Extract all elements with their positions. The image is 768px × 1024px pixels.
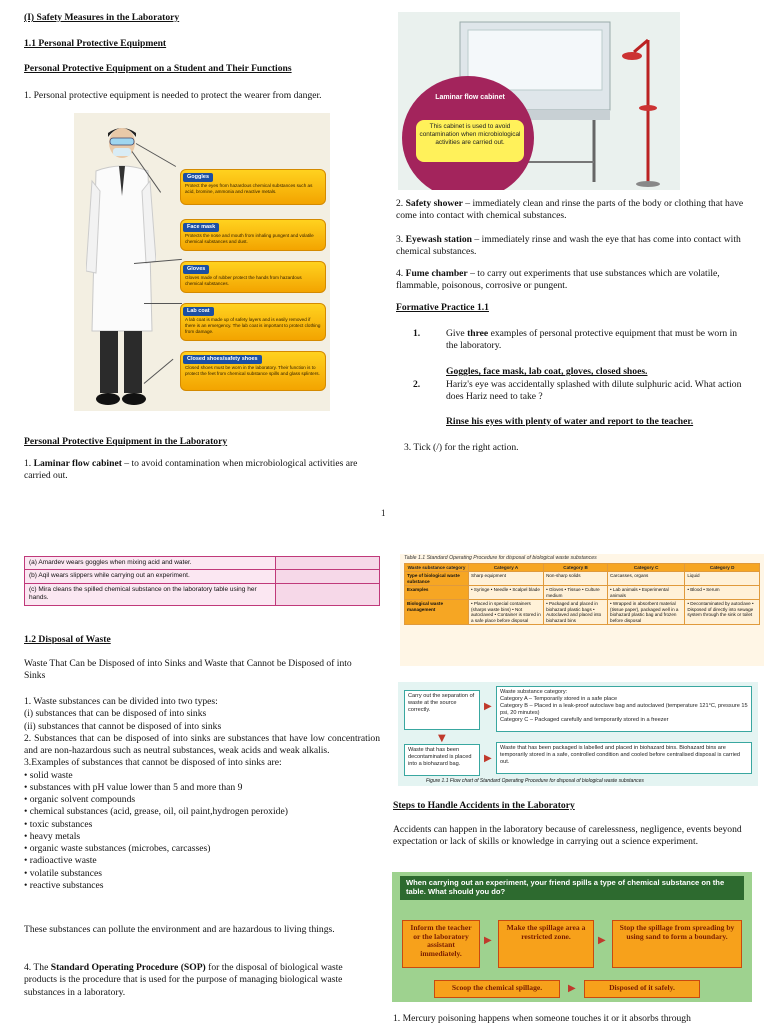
callout-lab-coat-text: A lab coat is made up of safety layers and is easily removed if there is an emergency. The lab coat is important to protect clothing from damage. [185, 317, 321, 334]
page-separator [0, 532, 768, 546]
table-cell: Examples [405, 586, 469, 600]
cabinet-callout [402, 76, 534, 190]
table-cell: Biological waste management [405, 600, 469, 625]
disposal-p5-post: for the disposal of biological waste products is the procedure that is used for the purpose of managing biological waste substances in a laboratory. [24, 962, 343, 998]
question-1-number: 1. [413, 328, 421, 339]
tick-row-text: (a) Amardev wears goggles when mixing acid and water. [25, 557, 276, 570]
tick-row [25, 583, 380, 605]
bullet-item: • organic solvent compounds [24, 794, 136, 806]
table-cell: Liquid [685, 572, 760, 586]
tick-row-text: (b) Aqil wears slippers while carrying out an experiment. [25, 570, 276, 583]
callout-gloves-title: Gloves [183, 265, 209, 274]
table-header: Category B [544, 563, 608, 572]
table-header: Category C [608, 563, 685, 572]
figure-laminar-flow-cabinet [398, 12, 680, 190]
step-restricted-zone: Make the spillage area a restricted zone. [498, 920, 594, 968]
callout-goggles-title: Goggles [183, 173, 213, 182]
disposal-p3: 3.Examples of substances that cannot be disposed of into sinks are: [24, 757, 282, 769]
lab-item-label: Eyewash station [405, 234, 472, 245]
heading-ppe: 1.1 Personal Protective Equipment [24, 38, 167, 49]
answer-1: Goggles, face mask, lab coat, gloves, closed shoes. [446, 366, 648, 377]
tick-box[interactable] [276, 557, 380, 570]
question-1-post: examples of personal protective equipment that must be worn in the laboratory. [446, 328, 738, 352]
arrow-right-icon: ▶ [484, 753, 492, 764]
bullet-item: • reactive substances [24, 879, 104, 891]
table-cell: • Placed in special containers (sharps waste bins) • Not autoclaved • Container is stored in a safe place before disposal [469, 600, 544, 625]
disposal-p5 [24, 962, 374, 999]
bullet-item: • volatile substances [24, 867, 102, 879]
table-cell: • Blood • Serum [685, 586, 760, 600]
callout-closed-shoes [180, 351, 326, 391]
disposal-p1: 1. Waste substances can be divided into two types: [24, 696, 218, 707]
table-cell: • Lab animals • Experimental animals [608, 586, 685, 600]
question-1-pre: Give [446, 328, 468, 339]
page-number: 1 [381, 508, 386, 518]
tick-table [24, 556, 380, 606]
callout-lab-coat-title: Lab coat [183, 307, 214, 316]
tick-box[interactable] [276, 583, 380, 605]
table-cell: • Gloves • Tissue • Culture medium [544, 586, 608, 600]
flow-categories-title: Waste substance category: [500, 689, 568, 695]
disposal-p4: These substances can pollute the environment and are hazardous to living things. [24, 924, 335, 935]
question-1-bold: three [467, 328, 489, 339]
leader-line [144, 303, 182, 304]
flow-category-b: Category B – Placed in a leak-proof autoclave bag and autoclaved (temperature 121°C, pressure 15 psi, 20 minutes) [500, 702, 748, 716]
disposal-p5-bold: Standard Operating Procedure (SOP) [50, 962, 206, 973]
question-2-number: 2. [413, 379, 421, 390]
callout-closed-shoes-title: Closed shoes/safety shoes [183, 355, 262, 364]
callout-goggles-text: Protect the eyes from hazardous chemical substances such as acid, bromine, ammonia and reactive metals. [185, 183, 313, 194]
callout-gloves [180, 261, 326, 293]
bullet-item: • radioactive waste [24, 855, 97, 867]
flow-box-decontaminated: Waste that has been decontaminated is placed into a biohazard bag. [404, 744, 480, 776]
bullet-item: • substances with pH value lower than 5 and more than 9 [24, 781, 243, 793]
bullet-item: • chemical substances (acid, grease, oil, oil paint,hydrogen peroxide) [24, 806, 288, 818]
flow-chart-caption: Figure 1.1 Flow chart of Standard Operating Procedure for disposal of biological waste substances [426, 778, 644, 784]
callout-face-mask [180, 219, 326, 251]
lab-item-label: Fume chamber [405, 268, 468, 279]
question-1 [446, 328, 746, 353]
callout-face-mask-text: Protects the nose and mouth from inhaling pungent and volatile chemical substances and dust. [185, 233, 314, 244]
disposal-p5-pre: 4. The [24, 962, 51, 973]
step-scoop-spillage: Scoop the chemical spillage. [434, 980, 560, 998]
heading-formative-practice: Formative Practice 1.1 [396, 302, 489, 313]
arrow-right-icon: ▶ [598, 935, 606, 946]
heading-safety-measures: (I) Safety Measures in the Laboratory [24, 12, 180, 23]
lab-item-laminar-flow [24, 458, 364, 483]
lab-item-prefix: 4. [396, 268, 406, 279]
table-cell: Sharp equipment [469, 572, 544, 586]
lab-item-fume-chamber [396, 268, 746, 293]
step-dispose-safely: Disposed of it safely. [584, 980, 700, 998]
table-header-row [405, 563, 760, 572]
accidents-paragraph: Accidents can happen in the laboratory because of carelessness, negligence, events beyond expectation or lack of skills or knowledge in carrying out a science experiment. [393, 824, 742, 848]
step-inform-teacher: Inform the teacher or the laboratory assistant immediately. [402, 920, 480, 968]
cabinet-callout-note: This cabinet is used to avoid contamination when microbiological activities are carried out. [416, 120, 524, 162]
disposal-p1b: (ii) substances that cannot be disposed of into sinks [24, 720, 222, 732]
table-row [405, 600, 760, 625]
heading-steps-accidents: Steps to Handle Accidents in the Laboratory [393, 800, 575, 811]
arrow-right-icon: ▶ [484, 935, 492, 946]
lab-item-text: – immediately rinse and wash the eye that has come into contact with chemical substances. [396, 234, 741, 258]
question-2: Hariz's eye was accidentally splashed with dilute sulphuric acid. What action does Hariz need to take ? [446, 379, 742, 403]
table-header: Waste substance category [405, 563, 469, 572]
lab-item-safety-shower [396, 198, 746, 223]
tick-row [25, 570, 380, 583]
heading-ppe-in-lab: Personal Protective Equipment in the Laboratory [24, 436, 228, 447]
paragraph-ppe-intro: 1. Personal protective equipment is needed to protect the wearer from danger. [24, 90, 322, 101]
bullet-item: • organic waste substances (microbes, carcasses) [24, 843, 211, 855]
flow-box-biohazard-bins: Waste that has been packaged is labelled and placed in biohazard bins. Biohazard bins are temporarily stored in a safe, controlled condition and cooled before centralised disposal is carried out. [496, 742, 752, 774]
arrow-right-icon: ▶ [568, 983, 576, 994]
lab-item-text: – immediately clean and rinse the parts of the body or clothing that have come into contact with chemical substances. [396, 198, 744, 222]
arrow-down-icon: ▼ [438, 733, 446, 744]
flow-box-separation: Carry out the separation of waste at the source correctly. [404, 690, 480, 730]
cabinet-callout-title: Laminar flow cabinet [435, 94, 505, 101]
heading-ppe-on-student: Personal Protective Equipment on a Student and Their Functions [24, 63, 292, 74]
bullet-item: • heavy metals [24, 830, 81, 842]
lab-item-prefix: 3. [396, 234, 406, 245]
student-illustration [86, 121, 156, 406]
tick-box[interactable] [276, 570, 380, 583]
table-cell: • Packaged and placed in biohazard plastic bags • Autoclaved and placed into biohazard bins [544, 600, 608, 625]
table-cell: • Wrapped in absorbent material (tissue paper), packaged well in a biohazard plastic bag and frozen before disposal [608, 600, 685, 625]
disposal-p1a: (i) substances that can be disposed of into sinks [24, 708, 207, 720]
bullet-item: • solid waste [24, 769, 73, 781]
table-row [405, 572, 760, 586]
table-cell: Carcasses, organs [608, 572, 685, 586]
callout-lab-coat [180, 303, 326, 341]
flow-category-a: Category A – Temporarily stored in a safe place [500, 695, 618, 702]
table-header: Category A [469, 563, 544, 572]
question-3: 3. Tick (/) for the right action. [404, 442, 519, 453]
flow-category-c: Category C – Packaged carefully and temporarily stored in a freezer [500, 716, 669, 723]
disposal-p2: 2. Substances that can be disposed of into sinks are substances that have low concentration and are non-hazardous such as neutral substances, weak acids and weak alkalis. [24, 732, 380, 757]
sop-table-title: Table 1.1 Standard Operating Procedure for disposal of biological waste substances [404, 555, 597, 561]
table-row [405, 586, 760, 600]
accident-chart-heading: When carrying out an experiment, your friend spills a type of chemical substance on the table. What should you do? [400, 876, 744, 900]
accident-flow-chart [392, 872, 752, 1002]
table-cell: Type of biological waste substance [405, 572, 469, 586]
lab-item-label: Safety shower [405, 198, 463, 209]
disposal-body [24, 696, 380, 892]
lab-item-text: – to carry out experiments that use substances which are volatile, flammable, poisonous, corrosive or pungent. [396, 268, 720, 292]
tick-row [25, 557, 380, 570]
callout-goggles [180, 169, 326, 205]
flow-box-categories [496, 686, 752, 732]
sop-table [404, 563, 760, 626]
table-cell: Non-sharp solids [544, 572, 608, 586]
lab-item-prefix: 2. [396, 198, 406, 209]
table-cell: • Syringe • Needle • Scalpel blade [469, 586, 544, 600]
table-cell: • Decontaminated by autoclave • Disposed of directly into sewage system through the sink or toilet [685, 600, 760, 625]
step-stop-spreading: Stop the spillage from spreading by using sand to form a boundary. [612, 920, 742, 968]
lab-item-text: – to avoid contamination when microbiological activities are carried out. [24, 458, 358, 482]
figure-ppe-student [74, 113, 330, 411]
lab-item-eyewash [396, 234, 746, 259]
heading-disposal-of-waste: 1.2 Disposal of Waste [24, 634, 111, 645]
answer-2: Rinse his eyes with plenty of water and report to the teacher. [446, 416, 694, 427]
sop-flow-chart [398, 682, 758, 786]
lab-item-prefix: 1. [24, 458, 34, 469]
arrow-right-icon: ▶ [484, 701, 492, 712]
callout-closed-shoes-text: Closed shoes must be worn in the laboratory. Their function is to protect the feet from chemical substance spills and glass splinters. [185, 365, 320, 376]
callout-face-mask-title: Face mask [183, 223, 219, 232]
tick-row-text: (c) Mira cleans the spilled chemical substance on the laboratory table using her hands. [25, 583, 276, 605]
callout-gloves-text: Gloves made of rubber protect the hands from hazardous chemical substances. [185, 275, 302, 286]
sop-table-figure [400, 554, 764, 666]
bullet-item: • toxic substances [24, 818, 93, 830]
table-header: Category D [685, 563, 760, 572]
disposal-subtitle: Waste That Can be Disposed of into Sinks and Waste that Cannot be Disposed of into Sinks [24, 658, 352, 682]
lab-item-label: Laminar flow cabinet [33, 458, 122, 469]
mercury-paragraph: 1. Mercury poisoning happens when someone touches it or it absorbs through [393, 1013, 691, 1024]
